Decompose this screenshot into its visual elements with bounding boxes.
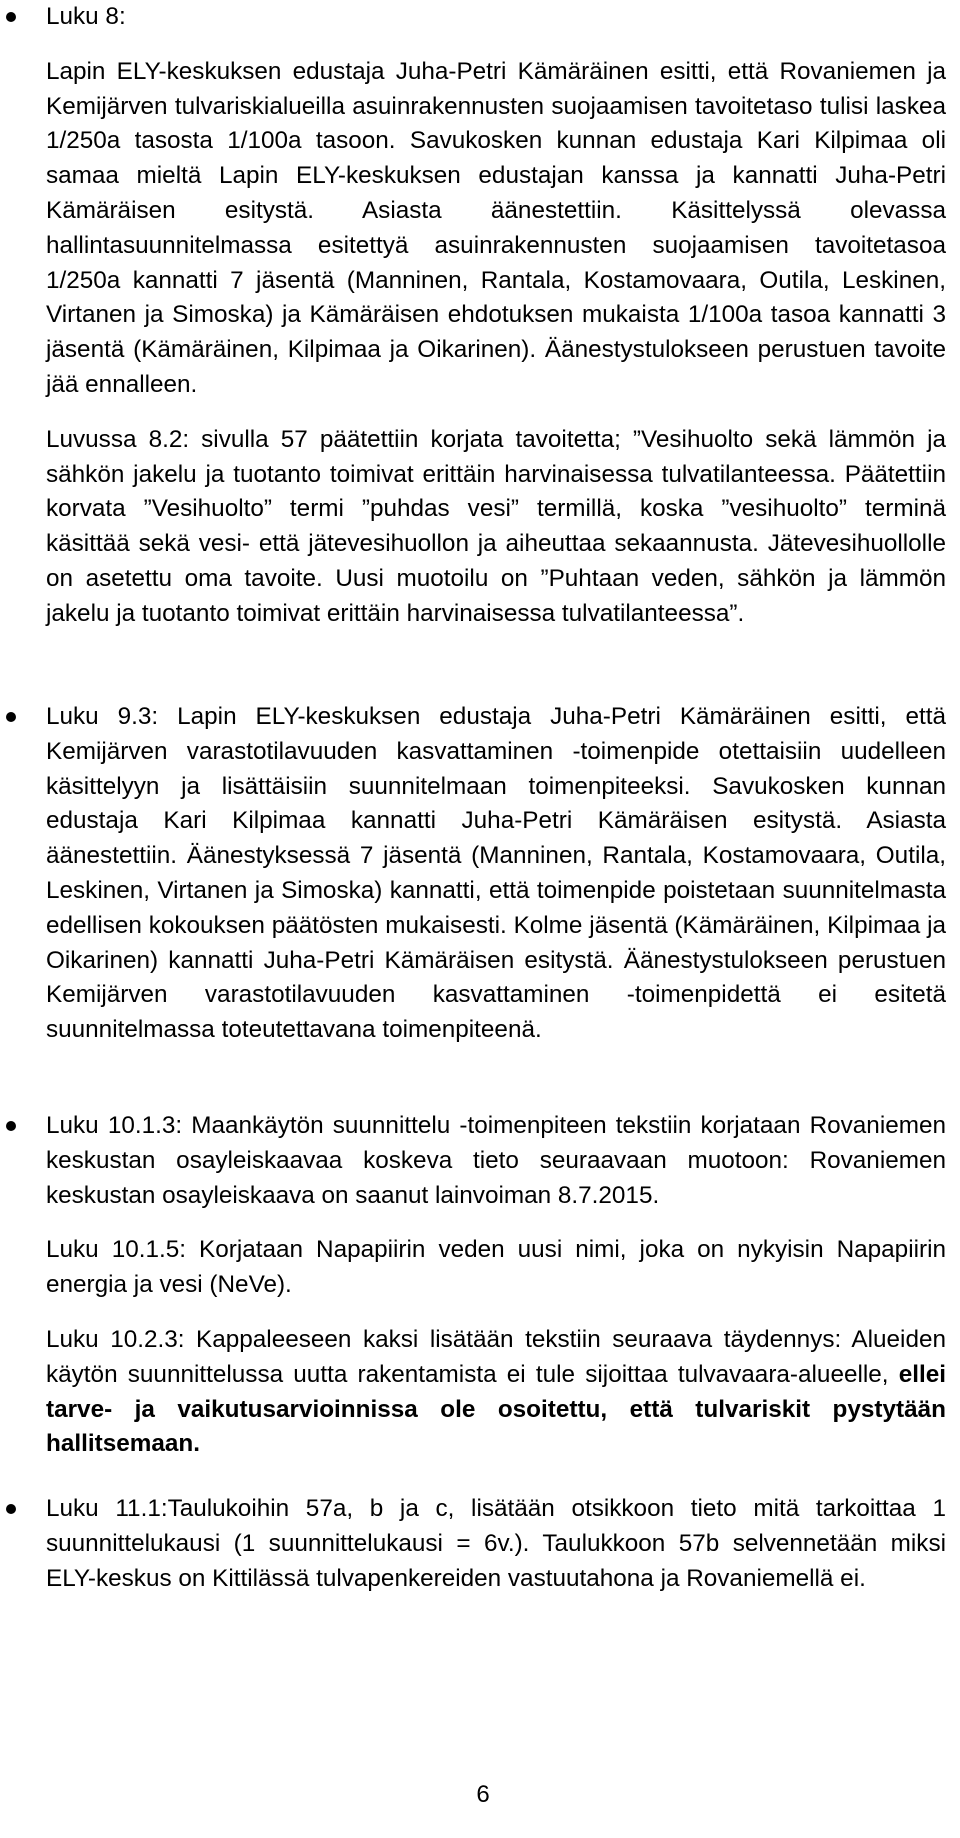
- bullet-icon: [6, 1504, 16, 1514]
- list-item-content: [46, 0, 946, 632]
- paragraph: [46, 1323, 946, 1462]
- bullet-icon: [6, 1121, 16, 1131]
- bullet-icon: [6, 712, 16, 722]
- list-item-content: [46, 1492, 946, 1596]
- paragraph: Lapin ELY-keskuksen edustaja Juha-Petri Kämäräinen esitti, että Rovaniemen ja Kemijärven tulvariskialueilla asuinrakennusten suojaamisen tavoitetaso tulisi laskea 1/250a tasosta 1/100a tasoon. Savukosken kunnan edustaja Kari Kilpimaa oli samaa mieltä Lapin ELY-keskuksen edustajan kanssa ja kannatti Juha-Petri Kämäräisen esitystä. Asiasta äänestettiin. Käsittelyssä olevassa hallintasuunnitelmassa esitettyä asuinrakennusten suojaamisen tavoitetasoa 1/250a kannatti 7 jäsentä (Manninen, Rantala, Kostamovaara, Outila, Leskinen, Virtanen ja Simoska) ja Kämäräisen ehdotuksen mukaista 1/100a tasoa kannatti 3 jäsentä (Kämäräinen, Kilpimaa ja Oikarinen). Äänestystulokseen perustuen tavoite jää ennalleen.: [46, 57, 946, 398]
- list-item-content: [46, 700, 946, 1048]
- paragraph: Luvussa 8.2: sivulla 57 päätettiin korjata tavoitetta; ”Vesihuolto sekä lämmön ja sähkön jakelu ja tuotanto toimivat erittäin harvinaisessa tulvatilanteessa. Päätettiin korvata ”Vesihuolto” termi ”puhdas vesi” termillä, koska ”vesihuolto” terminä käsittää sekä vesi- että jätevesihuollon ja aiheuttaa sekaannusta. Jätevesihuollolle on asetettu oma tavoite. Uusi muotoilu on ”Puhtaan veden, sähkön ja lämmön jakelu ja tuotanto toimivat erittäin harvinaisessa tulvatilanteessa”.: [46, 425, 946, 627]
- page-number: 6: [476, 1781, 490, 1808]
- paragraph: Luku 10.1.5: Korjataan Napapiirin veden uusi nimi, joka on nykyisin Napapiirin energia ja vesi (NeVe).: [46, 1236, 946, 1299]
- bullet-icon: [6, 12, 16, 22]
- paragraph: Luku 8:: [46, 3, 126, 30]
- paragraph: Luku 9.3: Lapin ELY-keskuksen edustaja Juha-Petri Kämäräinen esitti, että Kemijärven varastotilavuuden kasvattaminen -toimenpide otettaisiin uudelleen käsittelyyn ja lisättäisiin suunnitelmaan toimenpiteeksi. Savukosken kunnan edustaja Kari Kilpimaa kannatti Juha-Petri Kämäräisen esitystä. Asiasta äänestettiin. Äänestyksessä 7 jäsentä (Manninen, Rantala, Kostamovaara, Outila, Leskinen, Virtanen ja Simoska) kannatti, että toimenpide poistetaan suunnitelmasta edellisen kokouksen päätösten mukaisesti. Kolme jäsentä (Kämäräinen, Kilpimaa ja Oikarinen) kannatti Juha-Petri Kämäräisen esitystä. Äänestystulokseen perustuen Kemijärven varastotilavuuden kasvattaminen -toimenpidettä ei esitetä suunnitelmassa toteutettavana toimenpiteenä.: [46, 703, 946, 1044]
- paragraph-text: Luku 10.2.3: Kappaleeseen kaksi lisätään tekstiin seuraava täydennys: Alueiden käytön suunnittelussa uutta rakentamista ei tule sijoittaa tulvavaara-alueelle,: [46, 1325, 946, 1388]
- paragraph: Luku 10.1.3: Maankäytön suunnittelu -toimenpiteen tekstiin korjataan Rovaniemen keskustan osayleiskaavaa koskeva tieto seuraavaan muotoon: Rovaniemen keskustan osayleiskaava on saanut lainvoiman 8.7.2015.: [46, 1112, 946, 1209]
- list-item-content: [46, 1109, 946, 1462]
- paragraph-bold-text: ellei tarve- ja vaikutusarvioinnissa ole osoitettu, että tulvariskit pystytään hallitsemaan.: [46, 1360, 946, 1458]
- paragraph: Luku 11.1:Taulukoihin 57a, b ja c, lisätään otsikkoon tieto mitä tarkoittaa 1 suunnittelukausi (1 suunnittelukausi = 6v.). Taulukkoon 57b selvennetään miksi ELY-keskus on Kittilässä tulvapenkereiden vastuutahona ja Rovaniemellä ei.: [46, 1495, 946, 1592]
